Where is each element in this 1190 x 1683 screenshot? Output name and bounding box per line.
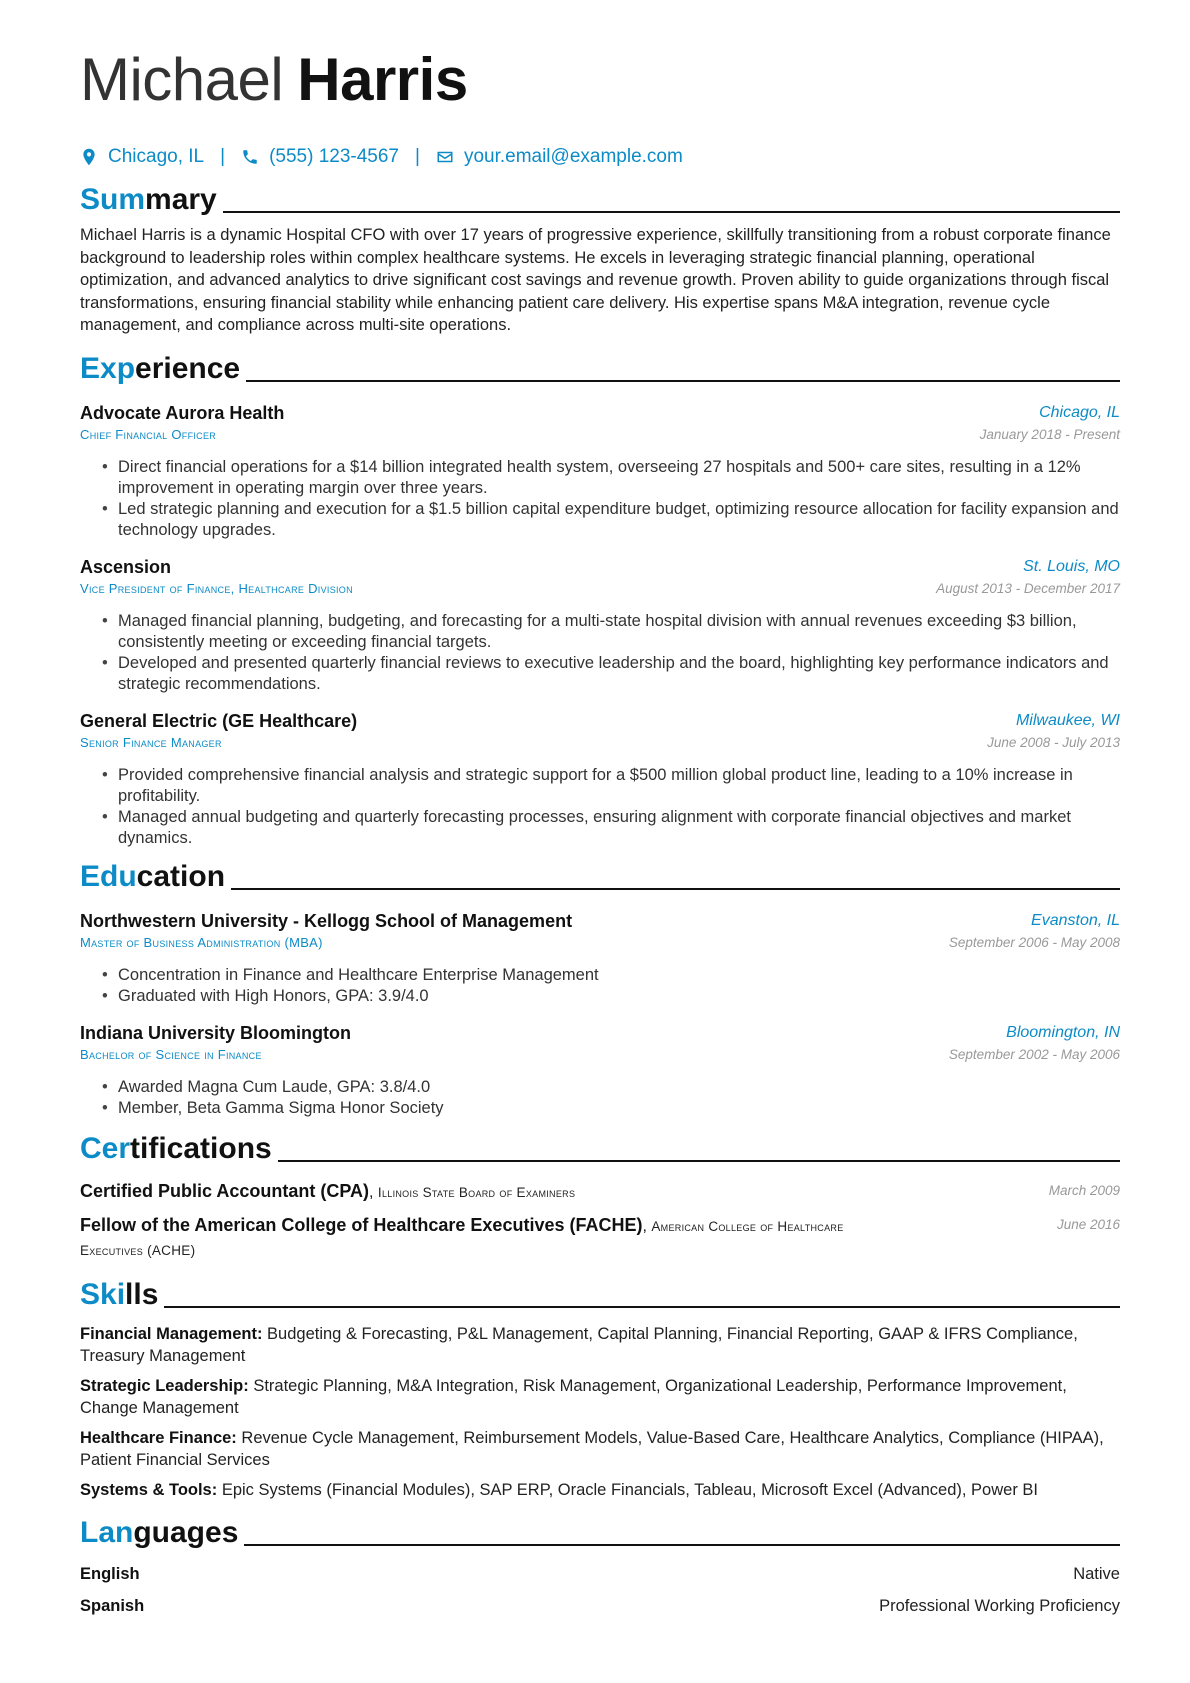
skill-category: Healthcare Finance:	[80, 1428, 237, 1447]
section-rule	[231, 888, 1120, 890]
job-title: Chief Financial Officer	[80, 426, 217, 442]
email-text: your.email@example.com	[463, 146, 683, 167]
skill-list: Budgeting & Forecasting, P&L Management, Capital Planning, Financial Reporting, GAAP & IFRS Compliance, Treasury Management	[80, 1324, 1078, 1365]
phone-text: (555) 123-4567	[269, 146, 399, 167]
heading-rest: lls	[125, 1277, 159, 1311]
location-text: Chicago, IL	[108, 146, 205, 167]
skill-list: Epic Systems (Financial Modules), SAP ERP, Oracle Financials, Tableau, Microsoft Excel (Advanced), Power BI	[221, 1480, 1038, 1499]
skill-group	[80, 1479, 1120, 1501]
degree-name: Master of Business Administration (MBA)	[80, 934, 323, 950]
contact-email[interactable]	[436, 146, 683, 168]
bullet-item: • Managed annual budgeting and quarterly forecasting processes, ensuring alignment with corporate financial objectives and market dynamics.	[80, 807, 1120, 849]
education-heading	[80, 857, 1120, 895]
bullet-item: • Managed financial planning, budgeting, and forecasting for a multi-state hospital division with annual revenues exceeding $3 billion, consistently meeting or exceeding financial targets.	[80, 611, 1120, 653]
bullet-item: • Provided comprehensive financial analysis and strategic support for a $500 million global product line, leading to a 10% increase in profitability.	[80, 765, 1120, 807]
skill-category: Financial Management:	[80, 1324, 263, 1343]
job-title: Senior Finance Manager	[80, 734, 222, 750]
resume-content	[80, 40, 1120, 1617]
degree-name: Bachelor of Science in Finance	[80, 1046, 262, 1062]
summary-text: Michael Harris is a dynamic Hospital CFO with over 17 years of progressive experience, skillfully transitioning from a robust corporate finance background to leadership roles within complex healthcare systems. He excels in leveraging strategic financial planning, operational optimization, and advanced analytics to drive significant cost savings and revenue growth. Proven ability to guide organizations through fiscal transformations, ensuring financial stability while enhancing patient care delivery. His expertise spans M&A integration, revenue cycle management, and compliance across multi-site operations.	[80, 226, 1111, 334]
education-entry	[80, 909, 1120, 1007]
skill-category: Strategic Leadership:	[80, 1376, 249, 1395]
location-pin-icon	[80, 148, 98, 166]
section-rule	[223, 211, 1120, 213]
bullet-item: • Direct financial operations for a $14 billion integrated health system, overseeing 27 hospitals and 500+ care sites, resulting in a 12% improvement in operating margin over three years.	[80, 457, 1120, 499]
certification-issuer: American College of Healthcare Executives (ACHE)	[80, 1218, 844, 1258]
last-name: Harris	[297, 46, 468, 113]
contact-separator: |	[415, 146, 420, 167]
certification-name: Certified Public Accountant (CPA)	[80, 1180, 370, 1201]
certification-issuer: Illinois State Board of Examiners	[377, 1184, 576, 1200]
bullet-item: • Led strategic planning and execution for a $1.5 billion capital expenditure budget, optimizing resource allocation for facility expansion and technology upgrades.	[80, 499, 1120, 541]
summary-heading	[80, 180, 1120, 218]
job-location: Chicago, IL	[1039, 403, 1120, 421]
candidate-name	[80, 40, 1120, 120]
study-dates: September 2002 - May 2006	[948, 1046, 1120, 1062]
school-name: Northwestern University - Kellogg School of Management	[80, 910, 573, 931]
experience-entry	[80, 709, 1120, 849]
heading-accent: Ski	[80, 1277, 126, 1311]
skill-group	[80, 1323, 1120, 1367]
heading-accent: Sum	[80, 183, 146, 216]
languages-heading	[80, 1513, 1120, 1551]
heading-rest: tifications	[130, 1131, 272, 1165]
bullet-item: • Concentration in Finance and Healthcare Enterprise Management	[80, 965, 1120, 986]
education-bullets	[80, 1077, 1120, 1119]
phone-icon	[241, 148, 259, 166]
experience-entry	[80, 401, 1120, 541]
skill-list: Strategic Planning, M&A Integration, Risk Management, Organizational Leadership, Performance Improvement, Change Management	[80, 1376, 1067, 1417]
bullet-item: • Graduated with High Honors, GPA: 3.9/4.0	[80, 986, 1120, 1007]
job-location: Milwaukee, WI	[1015, 711, 1120, 729]
language-name: Spanish	[80, 1596, 145, 1615]
contact-bar	[80, 144, 1120, 170]
heading-rest: erience	[135, 351, 241, 385]
heading-accent: Lan	[80, 1515, 134, 1549]
bullet-item: • Developed and presented quarterly financial reviews to executive leadership and the board, highlighting key performance indicators and strategic recommendations.	[80, 653, 1120, 695]
employer-name: Ascension	[80, 556, 172, 577]
job-bullets	[80, 457, 1120, 541]
certification-entry: Certified Public Accountant (CPA), Illinois State Board of Examiners March 2009	[80, 1179, 1120, 1205]
job-bullets	[80, 765, 1120, 849]
section-rule	[246, 380, 1120, 382]
school-location: Bloomington, IN	[1006, 1023, 1120, 1041]
certification-name: Fellow of the American College of Healthcare Executives (FACHE)	[80, 1214, 643, 1235]
skill-list: Revenue Cycle Management, Reimbursement Models, Value-Based Care, Healthcare Analytics, Compliance (HIPAA), Patient Financial Services	[80, 1428, 1104, 1469]
education-bullets	[80, 965, 1120, 1007]
job-dates: January 2018 - Present	[979, 426, 1120, 442]
education-entry	[80, 1021, 1120, 1119]
language-level: Professional Working Proficiency	[879, 1596, 1120, 1615]
heading-accent: Exp	[80, 351, 136, 385]
language-name: English	[80, 1564, 140, 1583]
skills-heading	[80, 1275, 1120, 1313]
experience-entry	[80, 555, 1120, 695]
bullet-item: • Awarded Magna Cum Laude, GPA: 3.8/4.0	[80, 1077, 1120, 1098]
contact-phone[interactable]	[241, 146, 399, 168]
bullet-item: • Member, Beta Gamma Sigma Honor Society	[80, 1098, 1120, 1119]
envelope-icon	[436, 148, 454, 166]
first-name: Michael	[80, 46, 284, 113]
skill-category: Systems & Tools:	[80, 1480, 218, 1499]
section-rule	[278, 1160, 1120, 1162]
job-dates: June 2008 - July 2013	[987, 734, 1120, 750]
job-location: St. Louis, MO	[1023, 557, 1120, 575]
certification-date: June 2016	[1056, 1216, 1120, 1232]
job-title: Vice President of Finance, Healthcare Division	[80, 580, 353, 596]
contact-location	[80, 146, 204, 168]
school-name: Indiana University Bloomington	[80, 1022, 352, 1043]
job-dates: August 2013 - December 2017	[936, 580, 1120, 596]
section-rule	[244, 1544, 1120, 1546]
study-dates: September 2006 - May 2008	[948, 934, 1120, 950]
job-bullets	[80, 611, 1120, 695]
language-entry	[80, 1563, 1120, 1585]
skill-group	[80, 1427, 1120, 1471]
heading-accent: Edu	[80, 859, 137, 893]
language-entry	[80, 1595, 1120, 1617]
contact-separator: |	[220, 146, 226, 167]
certification-date: March 2009	[1048, 1182, 1120, 1198]
certifications-heading	[80, 1129, 1120, 1167]
experience-heading	[80, 349, 1120, 387]
heading-rest: cation	[136, 859, 226, 893]
employer-name: General Electric (GE Healthcare)	[80, 710, 358, 731]
section-rule	[164, 1306, 1120, 1308]
skill-group	[80, 1375, 1120, 1419]
employer-name: Advocate Aurora Health	[80, 402, 285, 423]
language-level: Native	[1073, 1564, 1120, 1583]
heading-rest: mary	[145, 183, 217, 216]
heading-accent: Cer	[80, 1131, 131, 1165]
school-location: Evanston, IL	[1031, 911, 1120, 929]
heading-rest: guages	[133, 1515, 239, 1549]
certification-entry: Fellow of the American College of Healthcare Executives (FACHE), American College of Healthcare Executives (ACHE) June 2016	[80, 1213, 1120, 1263]
